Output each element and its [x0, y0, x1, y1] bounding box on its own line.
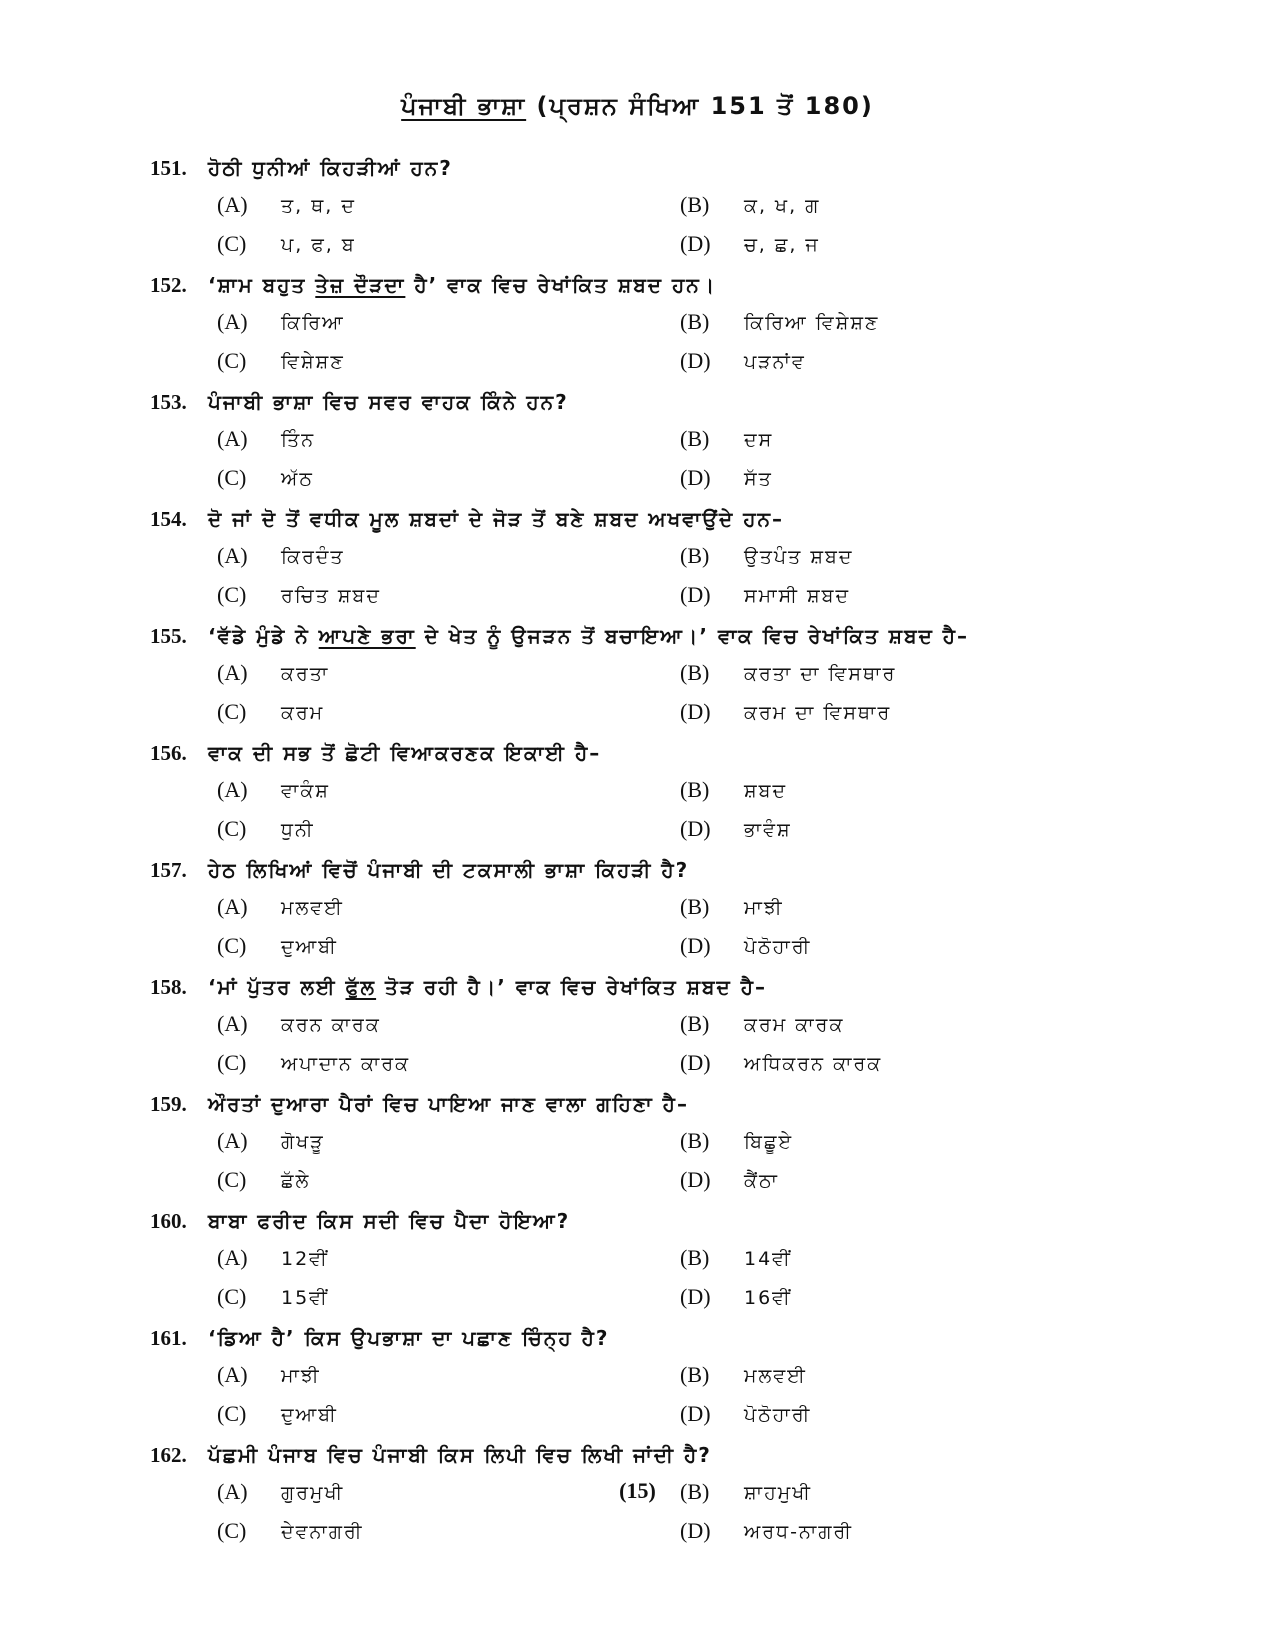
option-label: (A)	[217, 1479, 248, 1504]
option-text: ਕਰਤਾ ਦਾ ਵਿਸਥਾਰ	[744, 663, 897, 685]
answer-option	[217, 1356, 321, 1394]
option-text: ਕਿਰਿਆ ਵਿਸ਼ੇਸ਼ਣ	[744, 312, 880, 334]
option-text: ਸ਼ਾਹਮੁਖੀ	[744, 1482, 813, 1504]
answer-option	[217, 927, 338, 965]
question-text-segment: ਹੋਠੀ ਧੁਨੀਆਂ ਕਿਹੜੀਆਂ ਹਨ?	[208, 156, 453, 180]
option-text: ਕਰਤਾ	[281, 663, 330, 685]
option-text: ਦਸ	[744, 429, 774, 451]
answer-option	[217, 810, 315, 848]
answer-option	[217, 303, 345, 341]
option-label: (A)	[217, 894, 248, 919]
option-text: ਮਾਝੀ	[744, 897, 784, 919]
option-label: (D)	[680, 582, 711, 607]
answer-option	[680, 1005, 844, 1043]
question-header	[150, 267, 716, 303]
question-number: 157.	[150, 858, 187, 882]
option-text: ਵਾਕੰਸ਼	[281, 780, 330, 802]
answer-option	[680, 225, 820, 263]
question-text-segment: ਦੇ ਖੇਤ ਨੂੰ ਉਜੜਨ ਤੋਂ ਬਚਾਇਆ।’ ਵਾਕ ਵਿਚ ਰੇਖਾਂਕਿਤ ਸ਼ਬਦ ਹੈ–	[415, 624, 970, 648]
question-text-segment: ਤੋੜ ਰਹੀ ਹੈ।’ ਵਾਕ ਵਿਚ ਰੇਖਾਂਕਿਤ ਸ਼ਬਦ ਹੈ–	[376, 975, 767, 999]
option-label: (B)	[680, 1362, 710, 1387]
option-label: (A)	[217, 660, 248, 685]
question-text-segment: ਵਾਕ ਦੀ ਸਭ ਤੋਂ ਛੋਟੀ ਵਿਆਕਰਣਕ ਇਕਾਈ ਹੈ–	[208, 741, 602, 765]
option-text: ਪ, ਫ, ਬ	[281, 234, 356, 256]
question-text-segment: ਬਾਬਾ ਫਰੀਦ ਕਿਸ ਸਦੀ ਵਿਚ ਪੈਦਾ ਹੋਇਆ?	[208, 1209, 571, 1233]
question-header	[150, 1437, 712, 1473]
answer-option	[680, 654, 896, 692]
option-text: ਦੇਵਨਾਗਰੀ	[281, 1521, 364, 1543]
question-header	[150, 1086, 689, 1122]
question-text	[208, 858, 689, 882]
option-label: (D)	[680, 348, 711, 373]
option-text: ਧੁਨੀ	[281, 819, 315, 841]
answer-option	[217, 1395, 338, 1433]
option-text: ਪੋਠੋਹਾਰੀ	[744, 936, 812, 958]
option-text: ਕ, ਖ, ਗ	[744, 195, 821, 217]
option-label: (B)	[680, 1011, 710, 1036]
option-text: ਅਧਿਕਰਨ ਕਾਰਕ	[744, 1053, 883, 1075]
question-number: 155.	[150, 624, 187, 648]
question-header	[150, 384, 569, 420]
underlined-phrase: ਤੇਜ਼ ਦੌੜਦਾ	[315, 273, 406, 297]
option-text: ਤ, ਥ, ਦ	[281, 195, 356, 217]
option-text: ਗੋਖੜੂ	[281, 1131, 325, 1153]
subject-title: ਪੰਜਾਬੀ ਭਾਸ਼ਾ	[401, 92, 527, 120]
option-label: (A)	[217, 1128, 248, 1153]
option-text: ਚ, ਛ, ਜ	[744, 234, 820, 256]
option-label: (D)	[680, 1518, 711, 1543]
option-label: (B)	[680, 192, 710, 217]
option-label: (B)	[680, 1128, 710, 1153]
option-text: 15ਵੀਂ	[281, 1287, 329, 1309]
option-label: (D)	[680, 1050, 711, 1075]
question-text	[208, 975, 767, 999]
option-text: ਦੁਆਬੀ	[281, 936, 338, 958]
question-range: (ਪ੍ਰਸ਼ਨ ਸੰਖਿਆ 151 ਤੋਂ 180)	[536, 92, 874, 120]
question-text-segment: ਪੱਛਮੀ ਪੰਜਾਬ ਵਿਚ ਪੰਜਾਬੀ ਕਿਸ ਲਿਪੀ ਵਿਚ ਲਿਖੀ ਜਾਂਦੀ ਹੈ?	[208, 1443, 712, 1467]
question-text	[208, 741, 601, 765]
option-label: (C)	[217, 1167, 247, 1192]
question-item	[150, 501, 1150, 618]
answer-option	[680, 1356, 807, 1394]
question-text	[208, 1443, 712, 1467]
question-text	[208, 390, 569, 414]
option-text: ਗੁਰਮੁਖੀ	[281, 1482, 345, 1504]
option-text: ਛੱਲੇ	[281, 1170, 311, 1192]
option-label: (A)	[217, 309, 248, 334]
answer-option	[680, 1395, 811, 1433]
answer-option	[680, 1161, 779, 1199]
answer-option	[680, 342, 806, 380]
option-text: ਤਿੰਨ	[281, 429, 316, 451]
option-text: ਬਿਛੂਏ	[744, 1131, 794, 1153]
question-item	[150, 267, 1150, 384]
option-label: (D)	[680, 1167, 711, 1192]
option-label: (A)	[217, 1245, 248, 1270]
option-text: ਕਰਮ ਦਾ ਵਿਸਥਾਰ	[744, 702, 892, 724]
question-number: 158.	[150, 975, 187, 999]
question-header	[150, 852, 689, 888]
answer-option	[217, 459, 314, 497]
option-label: (C)	[217, 465, 247, 490]
option-text: ਕਰਮ ਕਾਰਕ	[744, 1014, 845, 1036]
option-text: ਉਤਪੰਤ ਸ਼ਬਦ	[744, 546, 854, 568]
option-text: ਪੜਨਾਂਵ	[744, 351, 806, 373]
option-label: (C)	[217, 699, 247, 724]
option-label: (C)	[217, 933, 247, 958]
option-label: (D)	[680, 465, 711, 490]
option-text: ਪੋਠੋਹਾਰੀ	[744, 1404, 812, 1426]
option-label: (B)	[680, 426, 710, 451]
question-number: 152.	[150, 273, 187, 297]
option-text: ਭਾਵੰਸ਼	[744, 819, 792, 841]
question-text	[208, 624, 969, 648]
option-text: ਕਿਰਿਆ	[281, 312, 345, 334]
option-label: (D)	[680, 816, 711, 841]
answer-option	[217, 693, 324, 731]
question-number: 156.	[150, 741, 187, 765]
answer-option	[680, 927, 811, 965]
question-list	[150, 150, 1150, 1554]
option-label: (B)	[680, 309, 710, 334]
answer-option	[680, 186, 820, 224]
option-text: ਮਾਝੀ	[281, 1365, 321, 1387]
question-number: 154.	[150, 507, 187, 531]
page-title	[0, 92, 1275, 120]
question-header	[150, 150, 453, 186]
question-text	[208, 1209, 570, 1233]
answer-option	[217, 654, 329, 692]
option-text: ਵਿਸ਼ੇਸ਼ਣ	[281, 351, 345, 373]
option-label: (C)	[217, 1050, 247, 1075]
option-label: (C)	[217, 1401, 247, 1426]
question-number: 159.	[150, 1092, 187, 1116]
option-label: (A)	[217, 426, 248, 451]
option-label: (B)	[680, 777, 710, 802]
question-item	[150, 384, 1150, 501]
answer-option	[217, 576, 381, 614]
option-label: (C)	[217, 348, 247, 373]
option-text: ਰਚਿਤ ਸ਼ਬਦ	[281, 585, 381, 607]
option-label: (A)	[217, 543, 248, 568]
question-text-segment: ਹੈ’ ਵਾਕ ਵਿਚ ਰੇਖਾਂਕਿਤ ਸ਼ਬਦ ਹਨ।	[405, 273, 717, 297]
question-number: 162.	[150, 1443, 187, 1467]
answer-option	[680, 1122, 793, 1160]
option-label: (B)	[680, 894, 710, 919]
option-label: (D)	[680, 1284, 711, 1309]
answer-option	[217, 1005, 381, 1043]
option-text: ਕਰਨ ਕਾਰਕ	[281, 1014, 381, 1036]
question-header	[150, 1203, 570, 1239]
question-header	[150, 501, 784, 537]
option-text: 14ਵੀਂ	[744, 1248, 792, 1270]
option-text: ਅੱਠ	[281, 468, 314, 490]
question-item	[150, 735, 1150, 852]
option-label: (A)	[217, 1362, 248, 1387]
option-text: ਦੁਆਬੀ	[281, 1404, 338, 1426]
question-text-segment: ‘ਸ਼ਾਮ ਬਹੁਤ	[208, 273, 316, 297]
answer-option	[217, 225, 356, 263]
underlined-phrase: ਆਪਣੇ ਭਰਾ	[318, 624, 416, 648]
question-number: 161.	[150, 1326, 187, 1350]
option-text: ਮਲਵਈ	[281, 897, 344, 919]
answer-option	[680, 537, 853, 575]
answer-option	[680, 1044, 882, 1082]
option-text: ਸ਼ਬਦ	[744, 780, 788, 802]
option-text: ਮਲਵਈ	[744, 1365, 807, 1387]
question-item	[150, 1203, 1150, 1320]
option-label: (D)	[680, 231, 711, 256]
answer-option	[680, 810, 792, 848]
answer-option	[217, 1512, 364, 1550]
question-item	[150, 852, 1150, 969]
option-text: ਅਪਾਦਾਨ ਕਾਰਕ	[281, 1053, 411, 1075]
option-label: (C)	[217, 582, 247, 607]
question-text-segment: ਦੋ ਜਾਂ ਦੋ ਤੋਂ ਵਧੀਕ ਮੂਲ ਸ਼ਬਦਾਂ ਦੇ ਜੋੜ ਤੋਂ ਬਣੇ ਸ਼ਬਦ ਅਖਵਾਉਂਦੇ ਹਨ–	[208, 507, 784, 531]
answer-option	[217, 1239, 329, 1277]
underlined-phrase: ਫੁੱਲ	[345, 975, 377, 999]
option-label: (C)	[217, 816, 247, 841]
option-text: ਸੱਤ	[744, 468, 773, 490]
answer-option	[680, 420, 773, 458]
page-number: (15)	[619, 1478, 656, 1503]
question-header	[150, 735, 601, 771]
question-text	[208, 156, 453, 180]
question-number: 151.	[150, 156, 187, 180]
answer-option	[217, 342, 345, 380]
question-number: 160.	[150, 1209, 187, 1233]
option-text: ਅਰਧ-ਨਾਗਰੀ	[744, 1521, 853, 1543]
question-header	[150, 1320, 610, 1356]
question-item	[150, 1320, 1150, 1437]
answer-option	[680, 1239, 792, 1277]
answer-option	[217, 1044, 410, 1082]
question-text	[208, 1092, 689, 1116]
option-label: (A)	[217, 192, 248, 217]
answer-option	[680, 459, 773, 497]
question-text	[208, 1326, 610, 1350]
option-label: (B)	[680, 1245, 710, 1270]
option-text: 16ਵੀਂ	[744, 1287, 792, 1309]
answer-option	[680, 888, 784, 926]
option-label: (B)	[680, 1479, 710, 1504]
option-label: (A)	[217, 777, 248, 802]
question-text-segment: ਹੇਠ ਲਿਖਿਆਂ ਵਿਚੋਂ ਪੰਜਾਬੀ ਦੀ ਟਕਸਾਲੀ ਭਾਸ਼ਾ ਕਿਹੜੀ ਹੈ?	[208, 858, 690, 882]
option-text: ਕਿਰਦੰਤ	[281, 546, 345, 568]
option-text: 12ਵੀਂ	[281, 1248, 329, 1270]
answer-option	[217, 888, 344, 926]
answer-option	[217, 186, 356, 224]
question-text-segment: ‘ਮਾਂ ਪੁੱਤਰ ਲਈ	[208, 975, 346, 999]
answer-option	[680, 303, 879, 341]
answer-option	[680, 1278, 792, 1316]
answer-option	[217, 1278, 329, 1316]
option-label: (B)	[680, 543, 710, 568]
answer-option	[217, 1122, 325, 1160]
question-text	[208, 507, 784, 531]
answer-option	[217, 1161, 310, 1199]
answer-option	[217, 537, 345, 575]
option-label: (C)	[217, 1518, 247, 1543]
answer-option	[680, 771, 787, 809]
question-text	[208, 273, 716, 297]
answer-option	[680, 1512, 853, 1550]
question-header	[150, 618, 969, 654]
question-header	[150, 969, 767, 1005]
option-label: (D)	[680, 933, 711, 958]
answer-option	[680, 693, 891, 731]
option-label: (D)	[680, 1401, 711, 1426]
option-text: ਸਮਾਸੀ ਸ਼ਬਦ	[744, 585, 851, 607]
question-text-segment: ‘ਵੱਡੇ ਮੁੰਡੇ ਨੇ	[208, 624, 319, 648]
question-number: 153.	[150, 390, 187, 414]
question-item	[150, 618, 1150, 735]
option-label: (C)	[217, 1284, 247, 1309]
question-text-segment: ਔਰਤਾਂ ਦੁਆਰਾ ਪੈਰਾਂ ਵਿਚ ਪਾਇਆ ਜਾਣ ਵਾਲਾ ਗਹਿਣਾ ਹੈ–	[208, 1092, 689, 1116]
option-label: (C)	[217, 231, 247, 256]
question-item	[150, 1086, 1150, 1203]
question-text-segment: ਪੰਜਾਬੀ ਭਾਸ਼ਾ ਵਿਚ ਸਵਰ ਵਾਹਕ ਕਿੰਨੇ ਹਨ?	[208, 390, 569, 414]
question-text-segment: ‘ਡਿਆ ਹੈ’ ਕਿਸ ਉਪਭਾਸ਼ਾ ਦਾ ਪਛਾਣ ਚਿੰਨ੍ਹ ਹੈ?	[208, 1326, 610, 1350]
option-label: (A)	[217, 1011, 248, 1036]
option-text: ਕਰਮ	[281, 702, 325, 724]
answer-option	[217, 420, 315, 458]
answer-option	[217, 771, 330, 809]
question-item	[150, 150, 1150, 267]
option-label: (B)	[680, 660, 710, 685]
question-item	[150, 969, 1150, 1086]
option-label: (D)	[680, 699, 711, 724]
answer-option	[680, 576, 850, 614]
option-text: ਕੈਂਠਾ	[744, 1170, 779, 1192]
